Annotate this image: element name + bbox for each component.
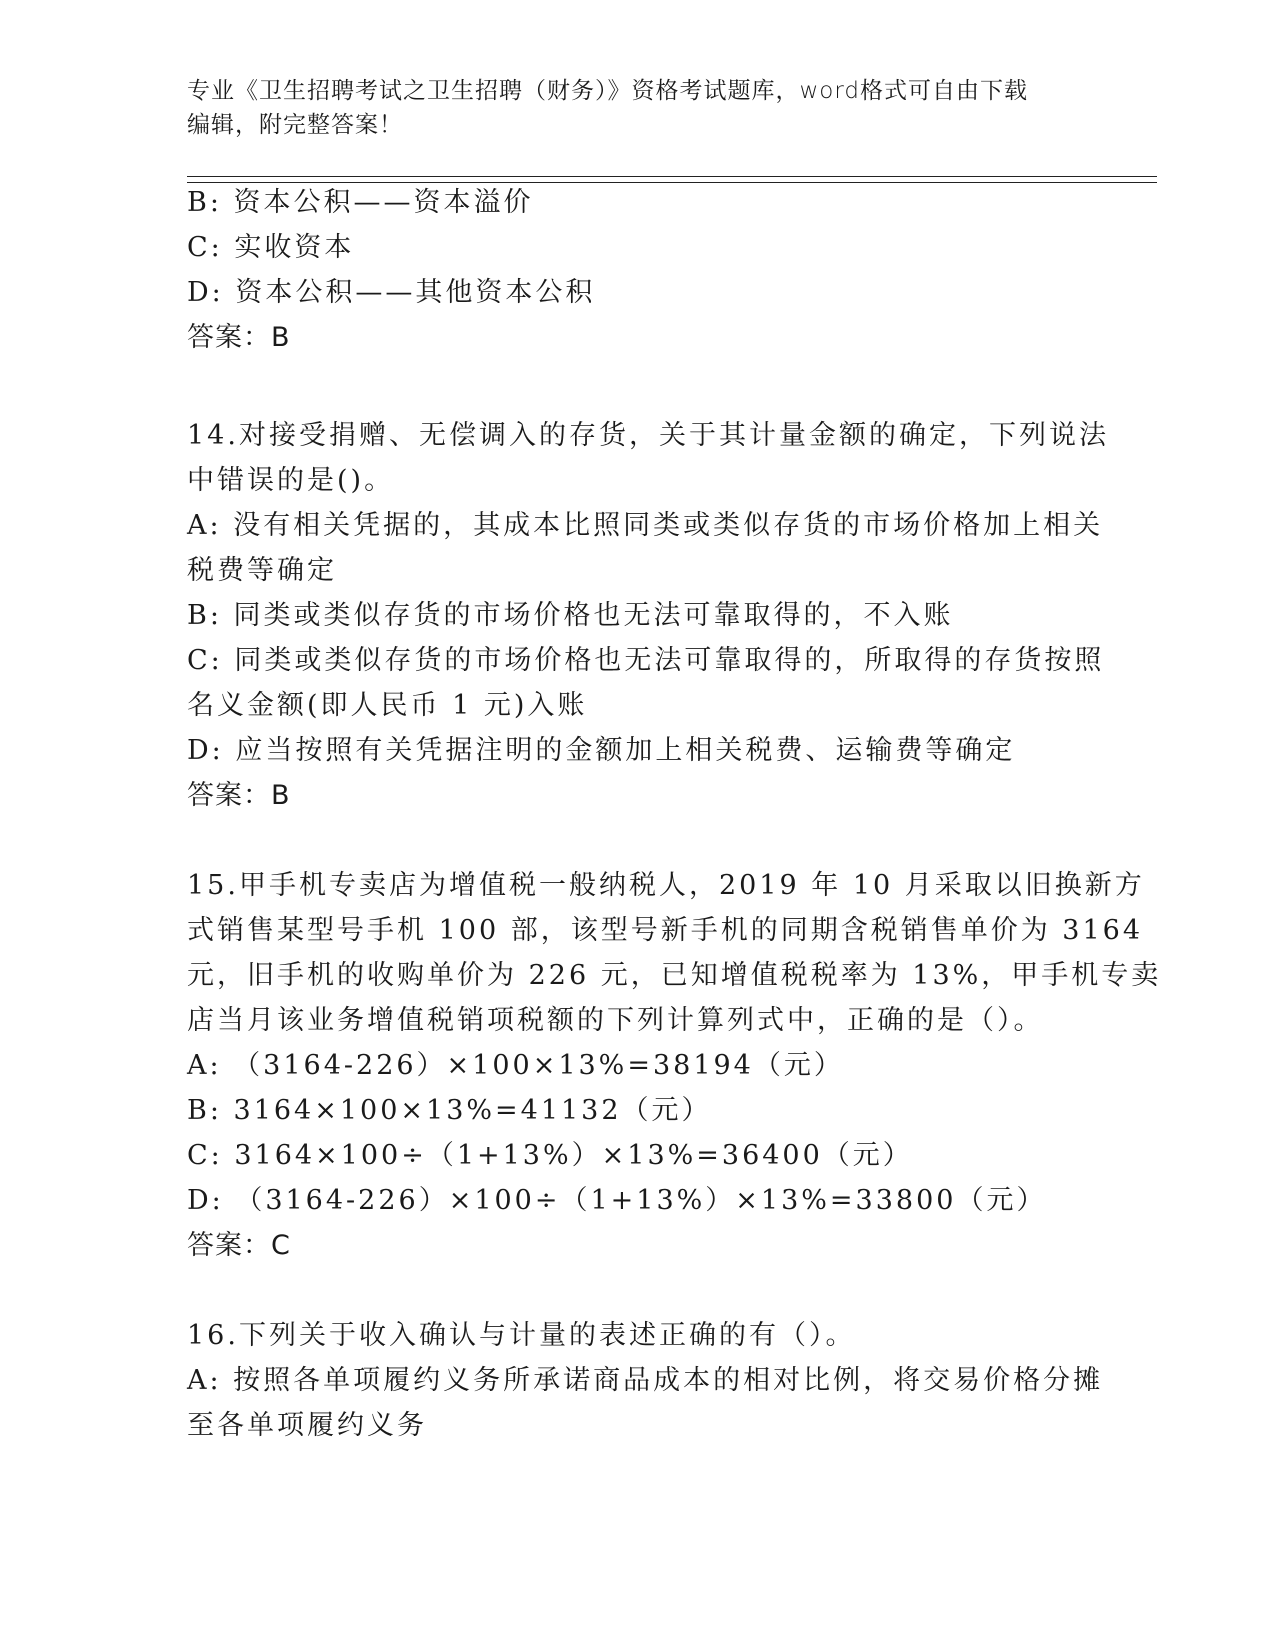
q15-stem-line-1: 15.甲手机专卖店为增值税一般纳税人，2019 年 10 月采取以旧换新方	[187, 870, 1145, 901]
q14-option-c-line-2: 名义金额(即人民币 1 元)入账	[187, 690, 588, 721]
q14-option-a-line-1: A: 没有相关凭据的，其成本比照同类或类似存货的市场价格加上相关	[187, 510, 1104, 541]
q14-option-a-line-2: 税费等确定	[187, 555, 337, 586]
q15-option-c: C: 3164×100÷（1+13%）×13%=36400（元）	[187, 1140, 913, 1171]
q16-stem-line-1: 16.下列关于收入确认与计量的表述正确的有（）。	[187, 1320, 856, 1351]
q15-stem-line-3: 元，旧手机的收购单价为 226 元，已知增值税税率为 13%，甲手机专卖	[187, 960, 1162, 991]
q14-option-b: B: 同类或类似存货的市场价格也无法可靠取得的，不入账	[187, 600, 954, 631]
q14-answer: 答案：B	[187, 780, 291, 811]
q14-option-c-line-1: C: 同类或类似存货的市场价格也无法可靠取得的，所取得的存货按照	[187, 645, 1105, 676]
q14-stem-line-2: 中错误的是()。	[187, 465, 395, 496]
q14-stem-line-1: 14.对接受捐赠、无偿调入的存货，关于其计量金额的确定，下列说法	[187, 420, 1109, 451]
q16-option-a-line-2: 至各单项履约义务	[187, 1410, 427, 1441]
document-header	[187, 74, 1087, 142]
q14-option-d: D: 应当按照有关凭据注明的金额加上相关税费、运输费等确定	[187, 735, 1016, 766]
q15-option-d: D: （3164-226）×100÷（1+13%）×13%=33800（元）	[187, 1185, 1047, 1216]
q13-answer: 答案：B	[187, 322, 291, 353]
q13-option-c: C: 实收资本	[187, 232, 355, 263]
q15-option-a: A: （3164-226）×100×13%=38194（元）	[187, 1050, 844, 1081]
header-divider-bottom	[187, 182, 1157, 183]
q15-stem-line-4: 店当月该业务增值税销项税额的下列计算列式中，正确的是（）。	[187, 1005, 1044, 1036]
q15-option-b: B: 3164×100×13%=41132（元）	[187, 1095, 712, 1126]
q15-answer: 答案：C	[187, 1230, 291, 1261]
header-line-1: 专业《卫生招聘考试之卫生招聘（财务）》资格考试题库，word格式可自由下载	[187, 78, 1029, 104]
q13-option-b: B: 资本公积——资本溢价	[187, 187, 534, 218]
q16-option-a-line-1: A: 按照各单项履约义务所承诺商品成本的相对比例，将交易价格分摊	[187, 1365, 1104, 1396]
header-line-2: 编辑，附完整答案！	[187, 112, 403, 138]
q13-option-d: D: 资本公积——其他资本公积	[187, 277, 596, 308]
header-divider-top	[187, 176, 1157, 177]
q15-stem-line-2: 式销售某型号手机 100 部，该型号新手机的同期含税销售单价为 3164	[187, 915, 1143, 946]
